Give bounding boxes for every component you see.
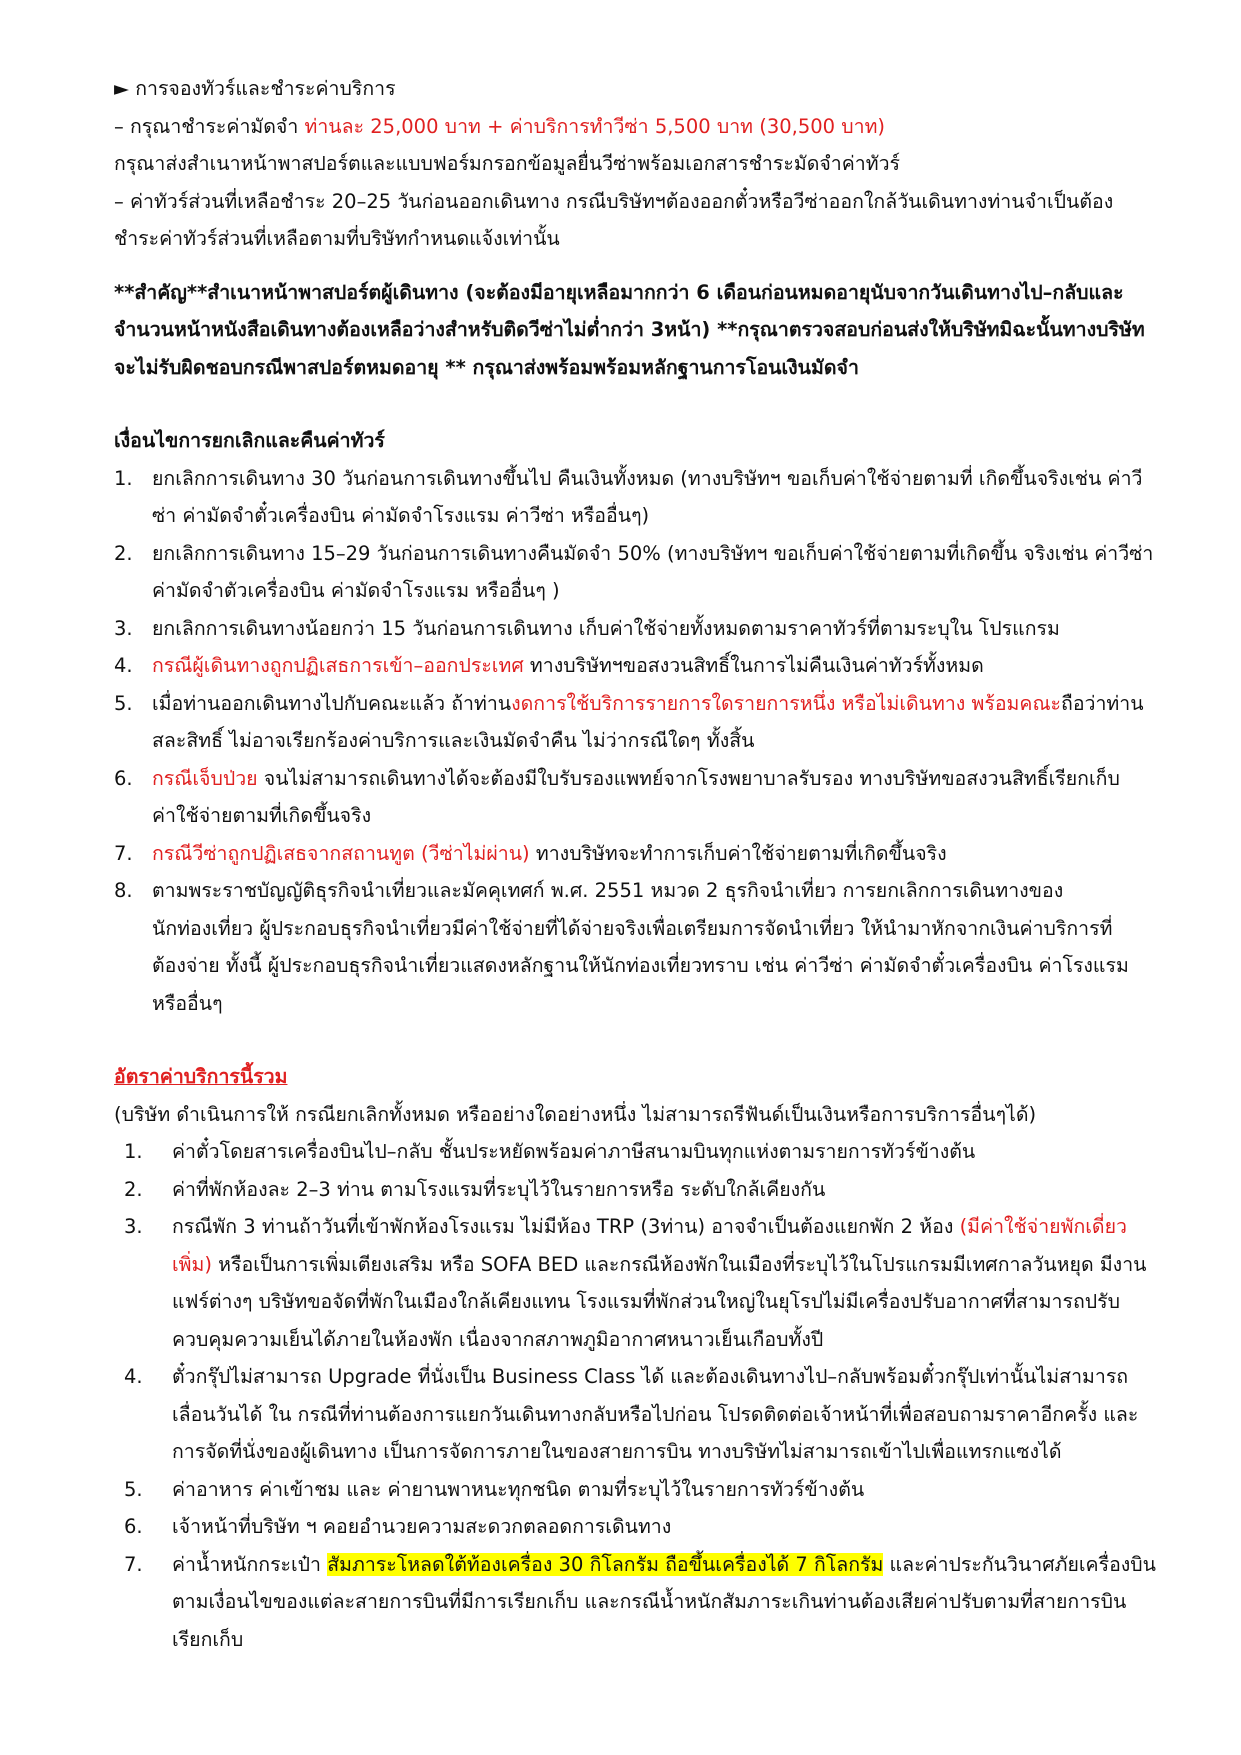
item-text: ควบคุมความเย็นได้ภายในห้องพัก เนื่องจากสภาพภูมิอากาศหนาวเย็นเกือบทั้งปี	[172, 1327, 824, 1351]
item-number: 7.	[124, 1552, 143, 1576]
item-number: 5.	[114, 691, 133, 715]
item-number: 7.	[114, 841, 133, 865]
included-section	[114, 1058, 1157, 1658]
item-text: ตั๋วกรุ๊ปไม่สามารถ Upgrade ที่นั่งเป็น Business Class ได้ และต้องเดินทางไป–กลับพร้อมตั๋วกรุ๊ปเท่านั้นไม่สามารถ	[172, 1365, 1129, 1388]
item-text: สละสิทธิ์ ไม่อาจเรียกร้องค่าบริการและเงินมัดจำคืน ไม่ว่ากรณีใดๆ ทั้งสิ้น	[152, 729, 755, 752]
item-number: 3.	[124, 1215, 143, 1238]
item-text: กรณีพัก 3 ท่านถ้าวันที่เข้าพักห้องโรงแรม ไม่มีห้อง TRP (3ท่าน) อาจจำเป็นต้องแยกพัก 2 ห้อง	[172, 1215, 960, 1238]
item-text: ตามพระราชบัญญัติธุรกิจนำเที่ยวและมัคคุเทศก์ พ.ศ. 2551 หมวด 2 ธุรกิจนำเที่ยว การยกเลิกการเดินทางของ	[152, 879, 1064, 902]
item-red-text: กรณีเจ็บป่วย	[152, 766, 258, 790]
included-heading: อัตราค่าบริการนี้รวม	[114, 1065, 288, 1088]
list-item	[114, 460, 1141, 535]
booking-deposit-line	[114, 108, 1141, 146]
important-line: จะไม่รับผิดชอบกรณีพาสปอร์ตหมดอายุ ** กรุณาส่งพร้อมพร้อมหลักฐานการโอนเงินมัดจำ	[114, 355, 859, 379]
list-item	[114, 1508, 1141, 1546]
item-number: 4.	[124, 1365, 143, 1388]
list-item	[114, 685, 1144, 760]
list-item	[114, 1546, 1157, 1659]
item-number: 1.	[114, 466, 133, 490]
item-red-text: กรณีวีซ่าถูกปฏิเสธจากสถานทูต (วีซ่าไม่ผ่าน)	[152, 841, 530, 865]
item-text: เลื่อนวันได้ ใน กรณีที่ท่านต้องการแยกวันเดินทางกลับหรือไปก่อน โปรดติดต่อเจ้าหน้าที่เพื่อสอบถามราคาอีกครั้ง และ	[172, 1402, 1139, 1426]
booking-balance-line: – ค่าทัวร์ส่วนที่เหลือชำระ 20–25 วันก่อนออกเดินทาง กรณีบริษัทฯต้องออกตั๋วหรือวีซ่าออกใกล้วันเดินทางท่านจำเป็นต้อง	[114, 189, 1114, 213]
booking-section	[114, 70, 1141, 258]
booking-balance-line-2: ชำระค่าทัวร์ส่วนที่เหลือตามที่บริษัทกำหนดแจ้งเท่านั้น	[114, 227, 560, 250]
important-line: จำนวนหน้าหนังสือเดินทางต้องเหลือว่างสำหรับติดวีซ่าไม่ต่ำกว่า 3หน้า) **กรุณาตรวจสอบก่อนส่งให้บริษัทมิฉะนั้นทางบริษัท	[114, 318, 1145, 341]
item-text: ทางบริษัทฯขอสงวนสิทธิ์ในการไม่คืนเงินค่าทัวร์ทั้งหมด	[523, 654, 984, 677]
item-text: ยกเลิกการเดินทาง 30 วันก่อนการเดินทางขึ้นไป คืนเงินทั้งหมด (ทางบริษัทฯ ขอเก็บค่าใช้จ่ายตามที่ เกิดขึ้นจริงเช่น ค่าวี	[152, 466, 1143, 490]
item-text: แฟร์ต่างๆ บริษัทขอจัดที่พักในเมืองใกล้เคียงแทน โรงแรมที่พักส่วนใหญ่ในยุโรปไม่มีเครื่องปรับอากาศที่สามารถปรับ	[172, 1290, 1120, 1313]
list-item	[114, 1208, 1147, 1358]
list-item	[114, 835, 1141, 873]
item-red-text: งดการใช้บริการรายการใดรายการหนึ่ง หรือไม่เดินทาง พร้อมคณะ	[511, 691, 1062, 715]
item-red-text: กรณีผู้เดินทางถูกปฏิเสธการเข้า–ออกประเทศ	[152, 654, 524, 677]
item-highlight-text: สัมภาระโหลดใต้ท้องเครื่อง 30 กิโลกรัม ถือขึ้นเครื่องได้ 7 กิโลกรัม	[327, 1552, 884, 1576]
item-text: จนไม่สามารถเดินทางได้จะต้องมีใบรับรองแพทย์จากโรงพยาบาลรับรอง ทางบริษัทขอสงวนสิทธิ์เรียกเก็บ	[257, 766, 1120, 790]
list-item	[114, 647, 1141, 685]
list-item	[114, 872, 1141, 1022]
cancellation-heading: เงื่อนไขการยกเลิกและคืนค่าทัวร์	[114, 429, 385, 452]
important-line: **สำคัญ**สำเนาหน้าพาสปอร์ตผู้เดินทาง (จะต้องมีอายุเหลือมากกว่า 6 เดือนก่อนหมดอายุนับจากวันเดินทางไป–กลับและ	[114, 280, 1124, 304]
list-item	[114, 1171, 1141, 1209]
item-text: ค่ามัดจำตัวเครื่องบิน ค่ามัดจำโรงแรม หรืออื่นๆ )	[152, 579, 560, 602]
item-text: หรือเป็นการเพิ่มเตียงเสริม หรือ SOFA BED และกรณีห้องพักในเมืองที่ระบุไว้ในโปรแกรมมีเทศกาลวันหยุด มีงาน	[211, 1252, 1147, 1276]
item-number: 1.	[124, 1140, 143, 1163]
item-text: ตามเงื่อนไขของแต่ละสายการบินที่มีการเรียกเก็บ และกรณีน้ำหนักสัมภาระเกินท่านต้องเสียค่าปรับตามที่สายการบิน	[172, 1590, 1127, 1613]
item-text: ค่าน้ำหนักกระเป๋า	[172, 1552, 328, 1576]
list-item	[114, 1471, 1141, 1509]
item-text: ยกเลิกการเดินทาง 15–29 วันก่อนการเดินทางคืนมัดจำ 50% (ทางบริษัทฯ ขอเก็บค่าใช้จ่ายตามที่เกิดขึ้น จริงเช่น ค่าวีซ่า	[152, 541, 1154, 565]
item-text: ซ่า ค่ามัดจำตั๋วเครื่องบิน ค่ามัดจำโรงแรม ค่าวีซ่า หรืออื่นๆ)	[152, 504, 650, 527]
item-text: เรียกเก็บ	[172, 1627, 244, 1651]
item-text: เจ้าหน้าที่บริษัท ฯ คอยอำนวยความสะดวกตลอดการเดินทาง	[172, 1515, 672, 1538]
item-text: ต้องจ่าย ทั้งนี้ ผู้ประกอบธุรกิจนำเที่ยวแสดงหลักฐานให้นักท่องเที่ยวทราบ เช่น ค่าวีซ่า ค่ามัดจำตั๋วเครื่องบิน ค่าโรงแรม	[152, 954, 1129, 977]
item-number: 4.	[114, 654, 133, 677]
item-text: ทางบริษัทจะทำการเก็บค่าใช้จ่ายตามที่เกิดขึ้นจริง	[529, 841, 947, 865]
item-red-text: (มีค่าใช้จ่ายพักเดี่ยว	[959, 1215, 1127, 1238]
item-number: 2.	[124, 1177, 143, 1201]
included-list	[114, 1133, 1157, 1658]
list-item	[114, 1358, 1141, 1471]
list-item	[114, 535, 1154, 610]
item-text: การจัดที่นั่งของผู้เดินทาง เป็นการจัดการภายในของสายการบิน ทางบริษัทไม่สามารถเข้าไปเพื่อแทรกแซงได้	[172, 1440, 1062, 1463]
item-number: 8.	[114, 879, 133, 902]
list-item	[114, 610, 1141, 648]
item-text: นักท่องเที่ยว ผู้ประกอบธุรกิจนำเที่ยวมีค่าใช้จ่ายที่ได้จ่ายจริงเพื่อเตรียมการจัดนำเที่ยว ให้นำมาหักจากเงินค่าบริการที่	[152, 916, 1113, 940]
booking-title: ► การจองทัวร์และชำระค่าบริการ	[114, 77, 396, 100]
deposit-amount: ท่านละ 25,000 บาท + ค่าบริการทำวีซ่า 5,500 บาท (30,500 บาท)	[304, 114, 886, 138]
item-text: และค่าประกันวินาศภัยเครื่องบิน	[883, 1552, 1157, 1576]
included-note: (บริษัท ดำเนินการให้ กรณียกเลิกทั้งหมด หรืออย่างใดอย่างหนึ่ง ไม่สามารถรีฟันด์เป็นเงินหรือการบริการอื่นๆได้)	[114, 1102, 1037, 1126]
item-text: หรืออื่นๆ	[152, 991, 223, 1015]
item-text: ค่าตั๋วโดยสารเครื่องบินไป–กลับ ชั้นประหยัดพร้อมค่าภาษีสนามบินทุกแห่งตามรายการทัวร์ข้างต้น	[172, 1140, 976, 1163]
item-number: 5.	[124, 1477, 143, 1501]
item-text: ค่าอาหาร ค่าเข้าชม และ ค่ายานพาหนะทุกชนิด ตามที่ระบุไว้ในรายการทัวร์ข้างต้น	[172, 1477, 865, 1501]
item-text: ถือว่าท่าน	[1061, 691, 1144, 715]
item-red-text: เพิ่ม)	[172, 1252, 212, 1276]
booking-docs-line: กรุณาส่งสำเนาหน้าพาสปอร์ตและแบบฟอร์มกรอกข้อมูลยื่นวีซ่าพร้อมเอกสารชำระมัดจำค่าทัวร์	[114, 152, 900, 175]
deposit-label: – กรุณาชำระค่ามัดจำ	[114, 114, 305, 138]
cancellation-section	[114, 422, 1154, 1022]
item-text: เมื่อท่านออกเดินทางไปกับคณะแล้ว ถ้าท่าน	[152, 691, 512, 715]
item-number: 6.	[124, 1515, 143, 1538]
item-number: 2.	[114, 541, 133, 565]
important-note	[114, 274, 1145, 387]
item-text: ค่าที่พักห้องละ 2–3 ท่าน ตามโรงแรมที่ระบุไว้ในรายการหรือ ระดับใกล้เคียงกัน	[172, 1177, 826, 1201]
item-number: 3.	[114, 616, 133, 640]
item-number: 6.	[114, 766, 133, 790]
cancellation-list	[114, 460, 1154, 1023]
item-text: ยกเลิกการเดินทางน้อยกว่า 15 วันก่อนการเดินทาง เก็บค่าใช้จ่ายทั้งหมดตามราคาทัวร์ที่ตามระบุใน โปรแกรม	[152, 616, 1060, 640]
item-text: ค่าใช้จ่ายตามที่เกิดขึ้นจริง	[152, 804, 372, 827]
list-item	[114, 760, 1141, 835]
list-item	[114, 1133, 1141, 1171]
